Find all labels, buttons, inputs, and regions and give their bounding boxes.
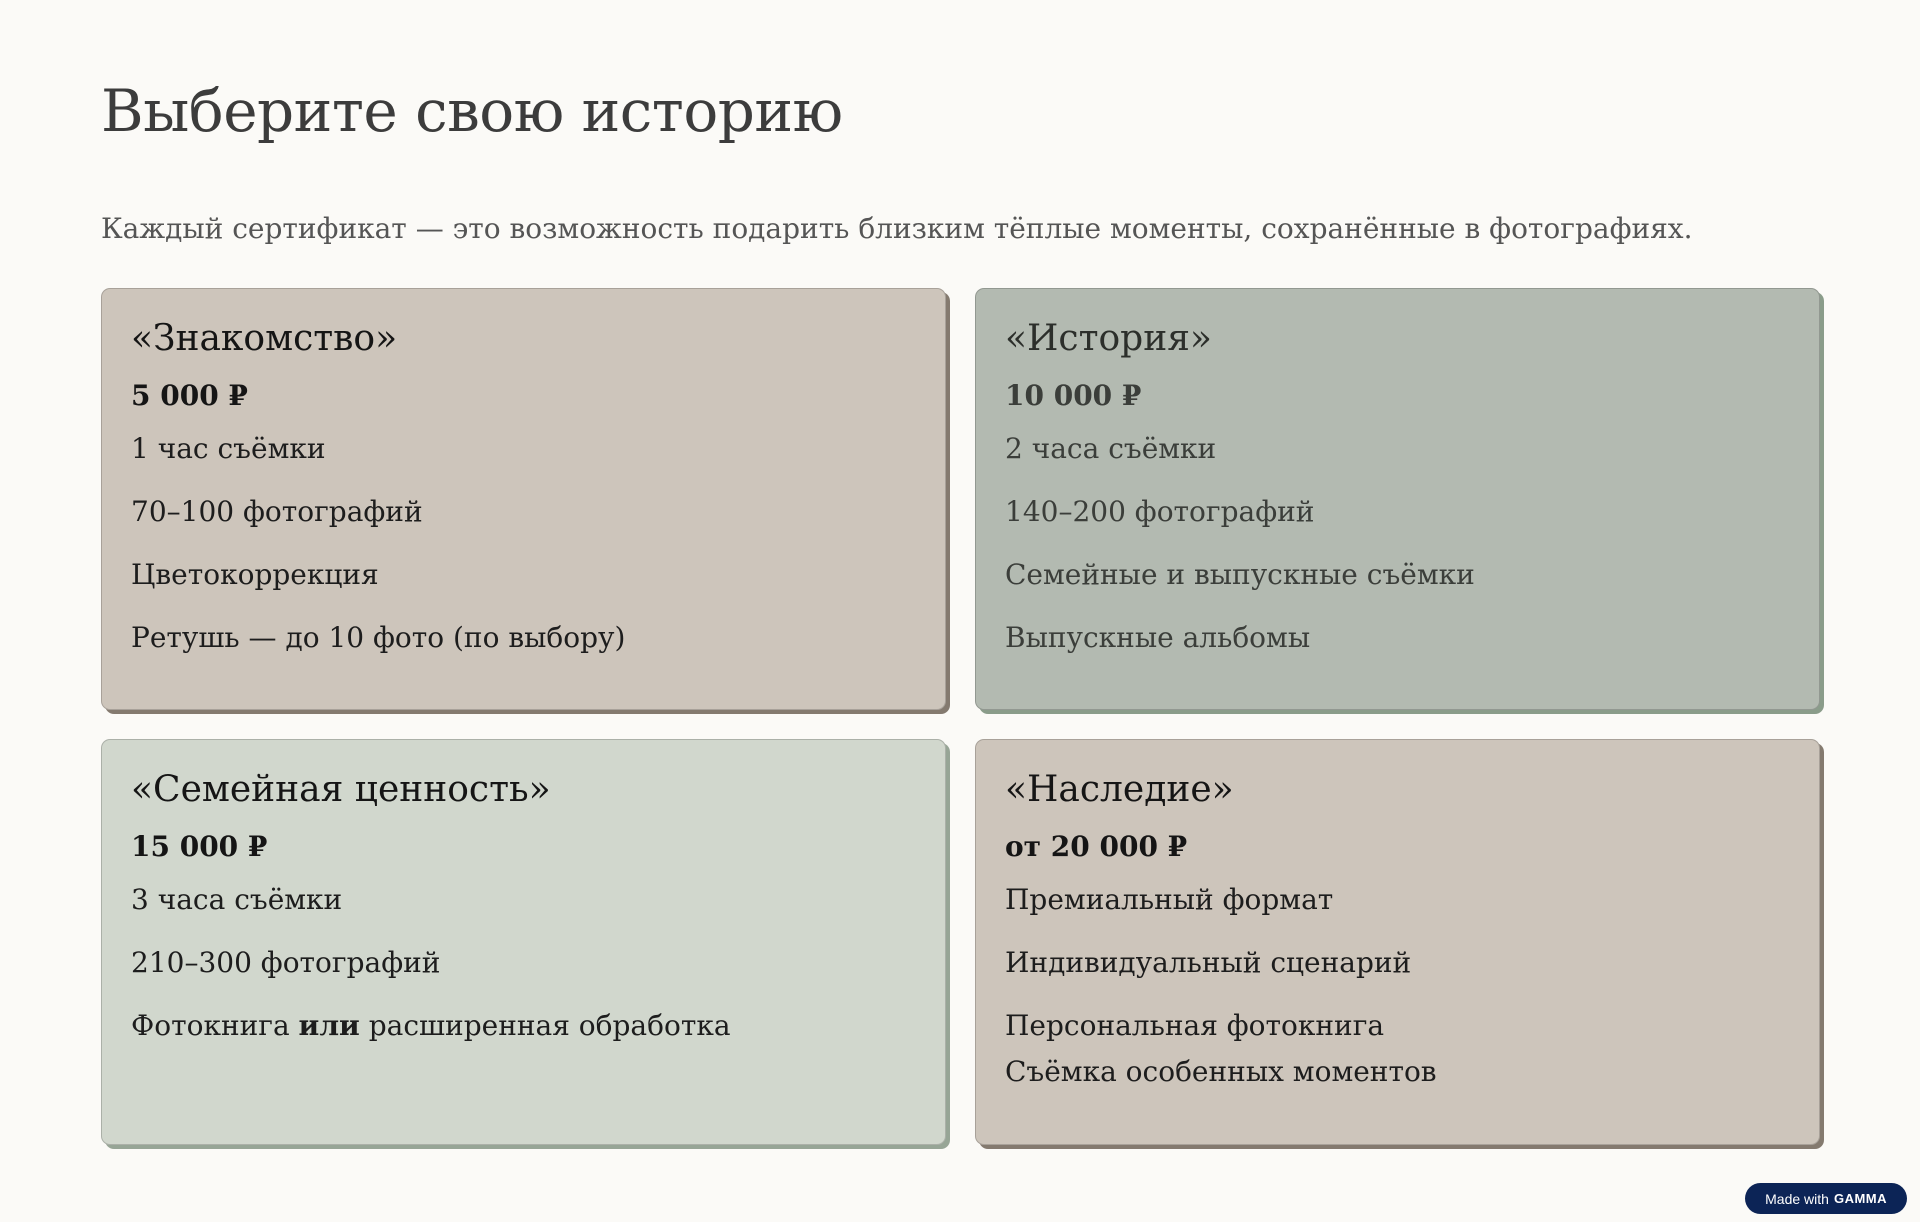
feature-item: Персональная фотокнига [1005,1008,1385,1042]
feature-text-emphasis: или [298,1008,360,1042]
feature-item: 70–100 фотографий [131,495,423,529]
certificate-card-semeinaya-tsennost [101,739,946,1145]
feature-list [1005,434,1790,653]
feature-list [1005,885,1790,1087]
feature-item-photobook [131,1008,916,1042]
feature-item: 2 часа съёмки [1005,432,1217,466]
card-price: 10 000 ₽ [1005,378,1142,412]
feature-item: Премиальный формат [1005,883,1334,917]
feature-item: 140–200 фотографий [1005,495,1315,529]
gamma-logo: GAMMA [1833,1191,1887,1206]
feature-text: расширенная обработка [359,1008,731,1042]
made-with-gamma-badge[interactable] [1745,1183,1907,1214]
feature-item: Выпускные альбомы [1005,620,1311,654]
feature-item: Семейные и выпускные съёмки [1005,557,1475,591]
page-subtitle: Каждый сертификат — это возможность подарить близким тёплые моменты, сохранённые в фотографиях. [101,212,1693,245]
feature-list [131,434,916,653]
card-title: «История» [1005,318,1212,359]
feature-text: Фотокнига [131,1008,299,1042]
page-title: Выберите свою историю [101,77,843,145]
certificate-card-nasledie [975,739,1820,1145]
card-title: «Знакомство» [131,318,398,359]
feature-item: 3 часа съёмки [131,883,343,917]
card-price: 15 000 ₽ [131,829,268,863]
card-price: 5 000 ₽ [131,378,248,412]
feature-item: Ретушь — до 10 фото (по выбору) [131,620,626,654]
card-title: «Наследие» [1005,769,1234,810]
card-price: от 20 000 ₽ [1005,829,1188,863]
certificate-card-znakomstvo [101,288,946,710]
feature-item: 1 час съёмки [131,432,326,466]
feature-item: Индивидуальный сценарий [1005,946,1412,980]
feature-item: 210–300 фотографий [131,946,441,980]
feature-item: Цветокоррекция [131,557,379,591]
certificate-card-istoriya [975,288,1820,710]
feature-item: Съёмка особенных моментов [1005,1054,1437,1088]
card-title: «Семейная ценность» [131,769,551,810]
badge-label: Made with [1765,1190,1829,1207]
feature-list [131,885,916,1041]
